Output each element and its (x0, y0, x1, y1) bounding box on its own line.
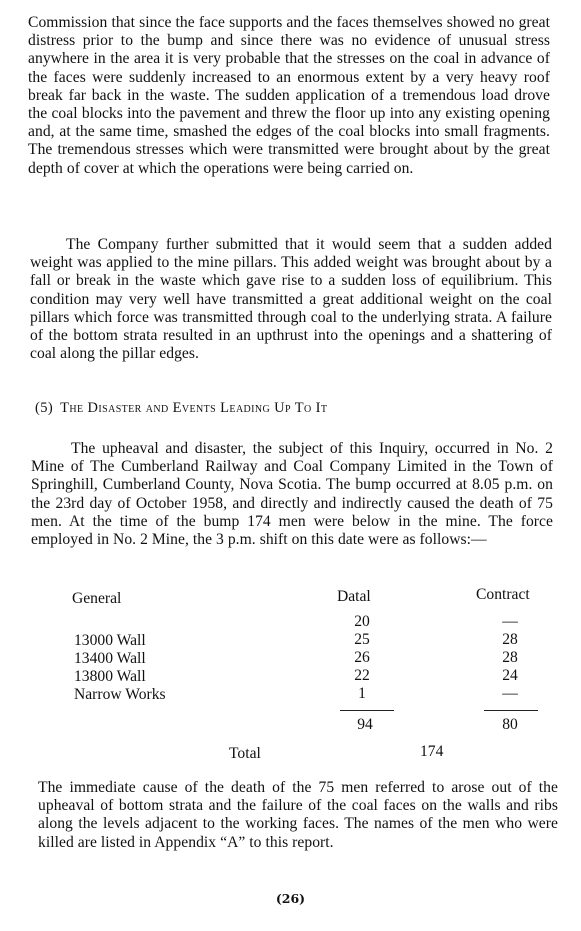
paragraph-company-submission: The Company further submitted that it would seem that a sudden added weight was applied to the mine pillars. This added weight was brought about by a fall or break in the waste which gave rise to a sudden loss of equilibrium. This condition may very well have transmitted a great additional weight on the coal pillars which force was transmitted through coal to the underlying strata. A failure of the bottom strata resulted in an upthrust into the openings and a shattering of coal along the pillar edges. (30, 236, 552, 363)
section-title: The Disaster and Events Leading Up To It (60, 400, 328, 416)
contract-cell: — (502, 613, 518, 630)
page-number: (26) (275, 891, 306, 906)
contract-cell: 24 (502, 667, 518, 684)
datal-cell: 20 (354, 613, 370, 630)
contract-sum-rule (484, 710, 538, 711)
section-heading (35, 400, 327, 417)
total-label: Total (229, 745, 261, 762)
table-header-contract: Contract (476, 586, 530, 603)
datal-sum-rule (340, 710, 394, 711)
datal-cell: 26 (354, 649, 370, 666)
datal-cell: 1 (358, 685, 366, 702)
table-column-contract (486, 613, 534, 703)
contract-cell: — (502, 685, 518, 702)
total-value: 174 (420, 743, 444, 760)
datal-cell: 25 (354, 631, 370, 648)
row-label: 13400 Wall (74, 650, 146, 667)
table-column-datal (336, 613, 388, 703)
table-row-labels (74, 632, 166, 704)
row-label: Narrow Works (74, 686, 166, 703)
contract-subtotal: 80 (502, 716, 518, 733)
datal-cell: 22 (354, 667, 370, 684)
paragraph-immediate-cause: The immediate cause of the death of the 75 men referred to arose out of the upheaval of bottom strata and the failure of the coal faces on the walls and ribs along the levels adjacent to the working faces. The names of the men who were killed are listed in Appendix “A” to this report. (38, 779, 558, 851)
contract-cell: 28 (502, 631, 518, 648)
datal-subtotal: 94 (357, 716, 373, 733)
table-header-general: General (72, 590, 122, 607)
contract-cell: 28 (502, 649, 518, 666)
row-label: 13000 Wall (74, 632, 146, 649)
paragraph-continuation: Commission that since the face supports and the faces themselves showed no great distress prior to the bump and since there was no evidence of unusual stress anywhere in the area it is very probable that the stresses on the coal in advance of the faces were suddenly increased to an enormous extent by a very heavy roof break far back in the waste. The sudden application of a tremendous load drove the coal blocks into the pavement and threw the floor up into any existing opening and, at the same time, smashed the edges of the coal blocks into small fragments. The tremendous stresses which were transmitted were brought about by the great depth of cover at which the operations were being carried on. (28, 14, 550, 177)
section-number: (5) (35, 400, 54, 416)
row-label: 13800 Wall (74, 668, 146, 685)
paragraph-upheaval: The upheaval and disaster, the subject of this Inquiry, occurred in No. 2 Mine of The Cumberland Railway and Coal Company Limited in the Town of Springhill, Cumberland County, Nova Scotia. The bump occurred at 8.05 p.m. on the 23rd day of October 1958, and directly and indirectly caused the death of 75 men. At the time of the bump 174 men were below in the mine. The force employed in No. 2 Mine, the 3 p.m. shift on this date were as follows:— (31, 440, 553, 549)
table-header-datal: Datal (337, 588, 371, 605)
